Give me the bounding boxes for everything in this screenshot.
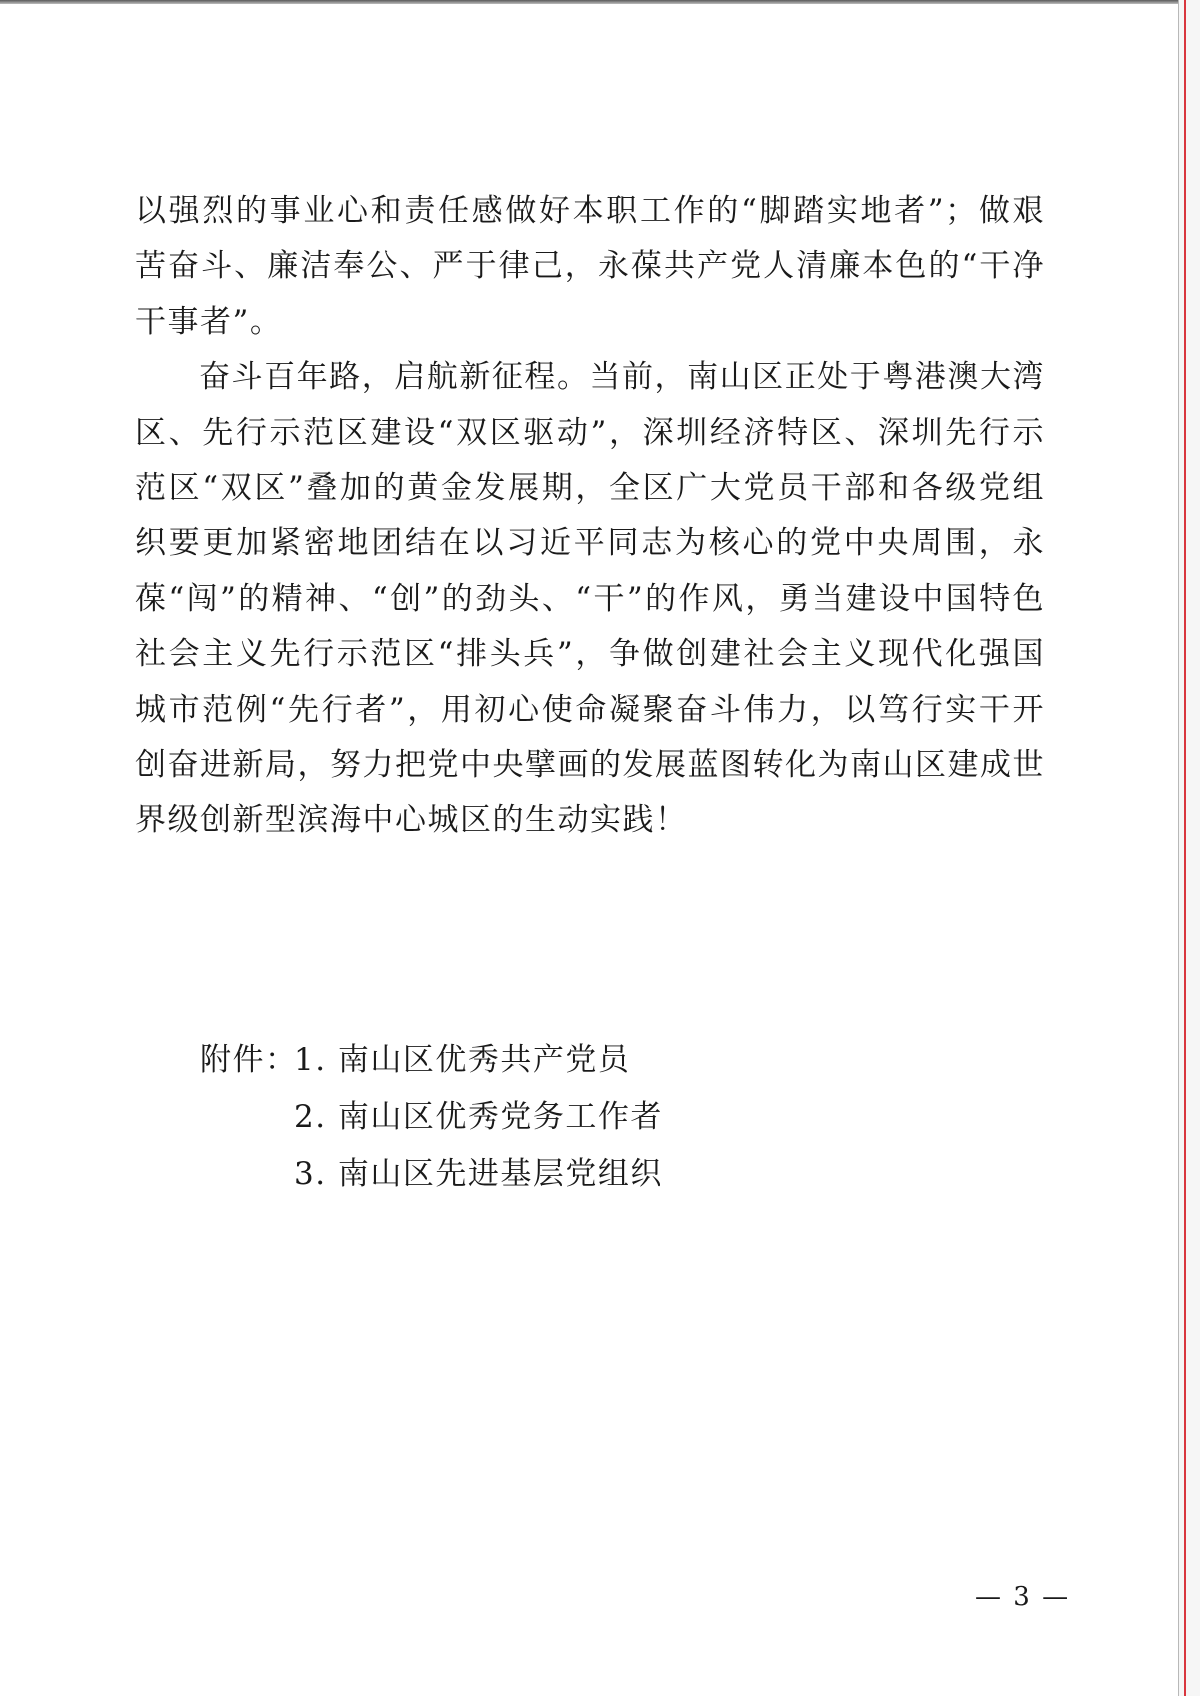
attachments-list bbox=[200, 1032, 663, 1203]
attachment-row bbox=[200, 1146, 663, 1203]
binding-red-stripe bbox=[1184, 0, 1186, 1696]
scan-top-edge bbox=[0, 0, 1200, 4]
attachments-label: 附件： bbox=[200, 1042, 298, 1078]
attachment-item: 3. 南山区先进基层党组织 bbox=[294, 1156, 663, 1192]
attachment-row bbox=[200, 1032, 663, 1089]
page-number: — 3 — bbox=[975, 1582, 1071, 1612]
attachments-label-spacer bbox=[200, 1146, 294, 1203]
attachment-item: 1. 南山区优秀共产党员 bbox=[294, 1042, 631, 1078]
attachment-row bbox=[200, 1089, 663, 1146]
attachments-label-spacer bbox=[200, 1089, 294, 1146]
paragraph-continuation: 以强烈的事业心和责任感做好本职工作的“脚踏实地者”；做艰苦奋斗、廉洁奉公、严于律己，永葆共产党人清廉本色的“干净干事者”。 bbox=[135, 193, 1045, 340]
paragraph-new-journey: 奋斗百年路，启航新征程。当前，南山区正处于粤港澳大湾区、先行示范区建设“双区驱动”，深圳经济特区、深圳先行示范区“双区”叠加的黄金发展期，全区广大党员干部和各级党组织要更加紧密地团结在以习近平同志为核心的党中央周围，永葆“闯”的精神、“创”的劲头、“干”的作风，勇当建设中国特色社会主义先行示范区“排头兵”，争做创建社会主义现代化强国城市范例“先行者”，用初心使命凝聚奋斗伟力，以笃行实干开创奋进新局，努力把党中央擘画的发展蓝图转化为南山区建成世界级创新型滨海中心城区的生动实践！ bbox=[135, 359, 1045, 839]
scan-right-edge bbox=[1178, 0, 1200, 1696]
document-body bbox=[135, 184, 1045, 849]
attachment-item: 2. 南山区优秀党务工作者 bbox=[294, 1099, 663, 1135]
